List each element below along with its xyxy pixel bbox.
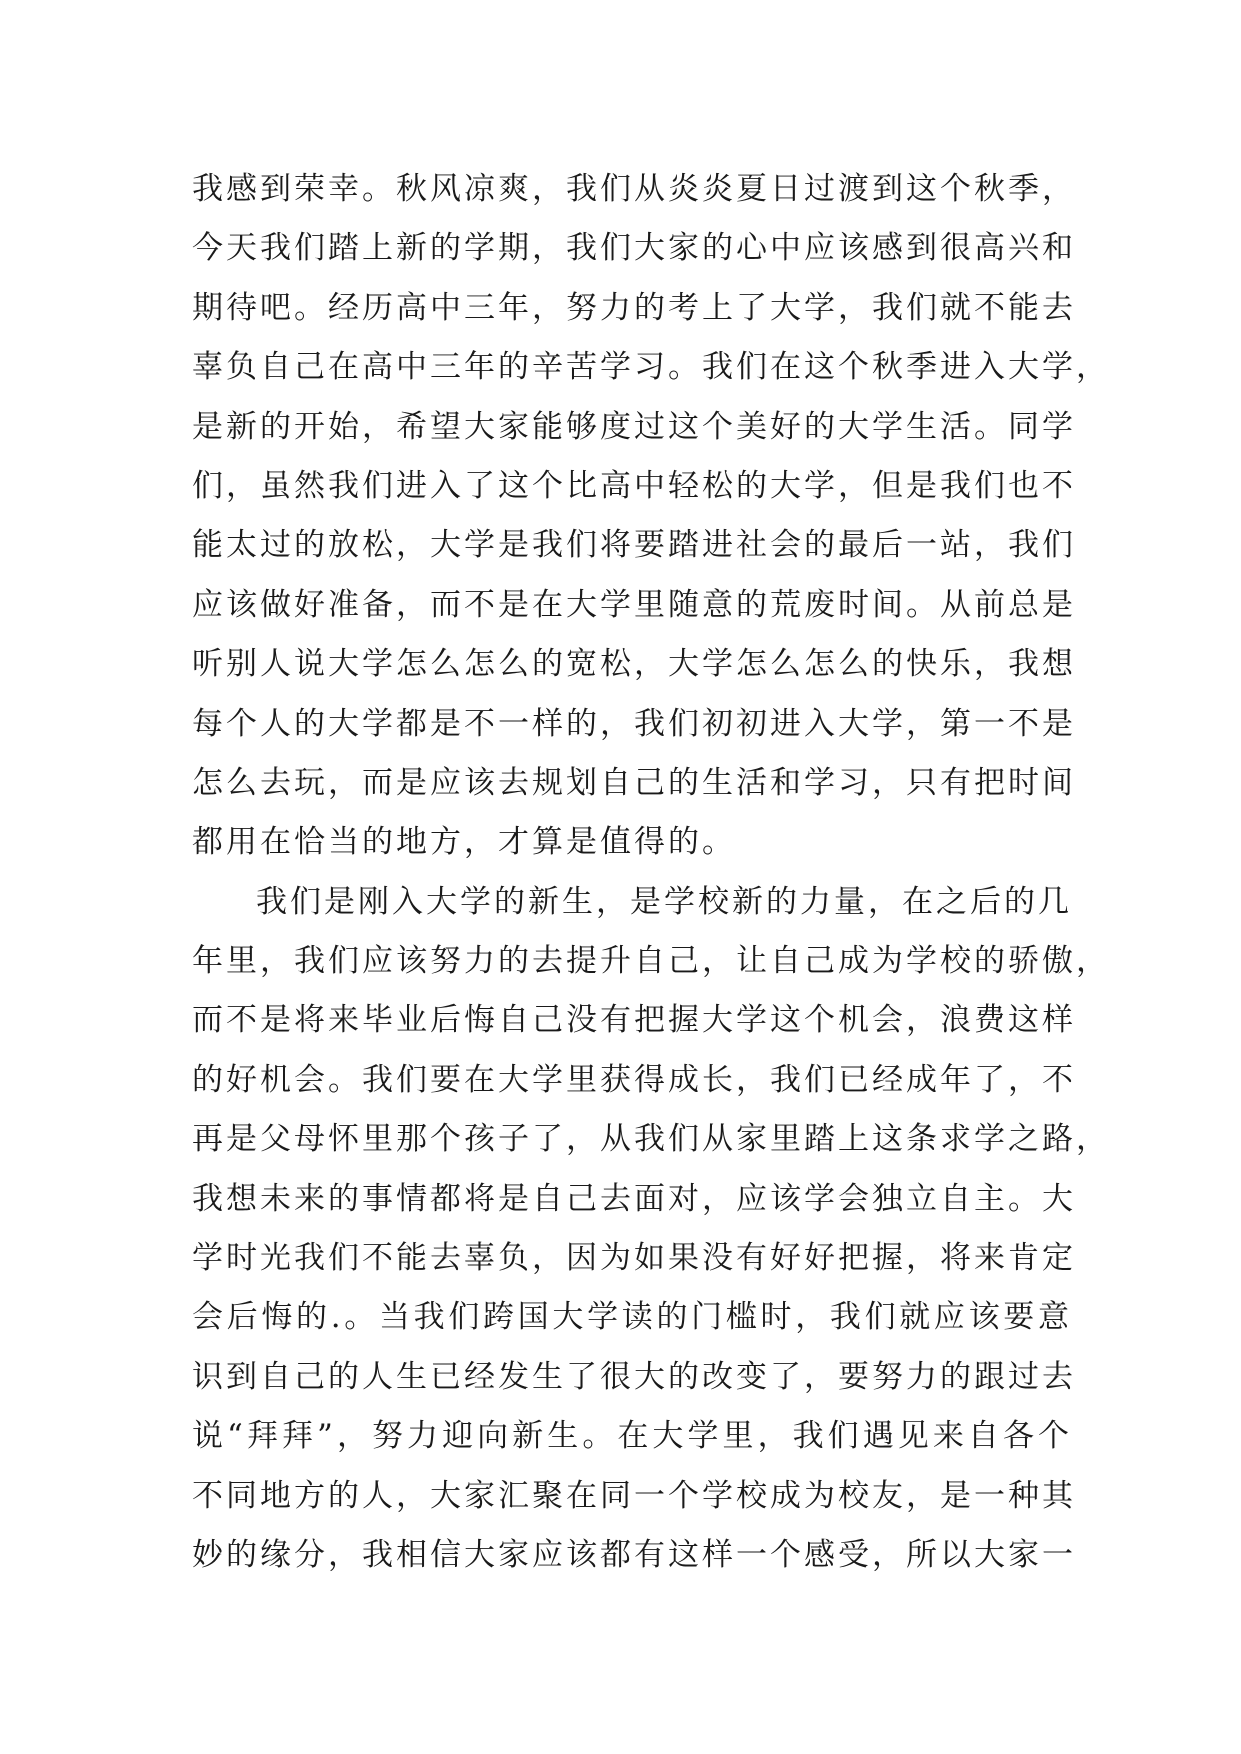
text-line: 辜负自己在高中三年的辛苦学习。我们在这个秋季进入大学， xyxy=(192,349,1110,386)
text-line: 怎么去玩，而是应该去规划自己的生活和学习，只有把时间 xyxy=(192,764,1076,801)
text-line: 学时光我们不能去辜负，因为如果没有好好把握，将来肯定 xyxy=(192,1240,1076,1277)
text-line: 们，虽然我们进入了这个比高中轻松的大学，但是我们也不 xyxy=(192,467,1076,504)
text-line: 会后悔的.。当我们跨国大学读的门槛时，我们就应该要意 xyxy=(192,1299,1072,1336)
paragraph-first-line: 我们是刚入大学的新生，是学校新的力量，在之后的几 xyxy=(256,883,1072,920)
text-line: 我想未来的事情都将是自己去面对，应该学会独立自主。大 xyxy=(192,1180,1076,1217)
text-line: 听别人说大学怎么怎么的宽松，大学怎么怎么的快乐，我想 xyxy=(192,646,1076,683)
text-line: 而不是将来毕业后悔自己没有把握大学这个机会，浪费这样 xyxy=(192,1002,1076,1039)
text-line: 今天我们踏上新的学期，我们大家的心中应该感到很高兴和 xyxy=(192,230,1076,267)
text-line: 能太过的放松，大学是我们将要踏进社会的最后一站，我们 xyxy=(192,527,1076,564)
paragraph-last-line: 都用在恰当的地方，才算是值得的。 xyxy=(192,824,736,861)
text-line: 期待吧。经历高中三年，努力的考上了大学，我们就不能去 xyxy=(192,289,1076,326)
body-text xyxy=(192,160,1110,1585)
text-line: 不同地方的人，大家汇聚在同一个学校成为校友，是一种其 xyxy=(192,1477,1076,1514)
text-line: 说“拜拜”，努力迎向新生。在大学里，我们遇见来自各个 xyxy=(192,1418,1072,1455)
text-line: 识到自己的人生已经发生了很大的改变了，要努力的跟过去 xyxy=(192,1358,1076,1395)
text-line: 是新的开始，希望大家能够度过这个美好的大学生活。同学 xyxy=(192,408,1076,445)
text-line: 年里，我们应该努力的去提升自己，让自己成为学校的骄傲， xyxy=(192,943,1110,980)
text-line: 妙的缘分，我相信大家应该都有这样一个感受，所以大家一 xyxy=(192,1536,1076,1573)
text-line: 我感到荣幸。秋风凉爽，我们从炎炎夏日过渡到这个秋季， xyxy=(192,171,1076,207)
text-line: 再是父母怀里那个孩子了，从我们从家里踏上这条求学之路， xyxy=(192,1121,1110,1158)
text-line: 应该做好准备，而不是在大学里随意的荒废时间。从前总是 xyxy=(192,586,1076,623)
text-line: 的好机会。我们要在大学里获得成长，我们已经成年了，不 xyxy=(192,1061,1076,1098)
text-line: 每个人的大学都是不一样的，我们初初进入大学，第一不是 xyxy=(192,705,1076,742)
